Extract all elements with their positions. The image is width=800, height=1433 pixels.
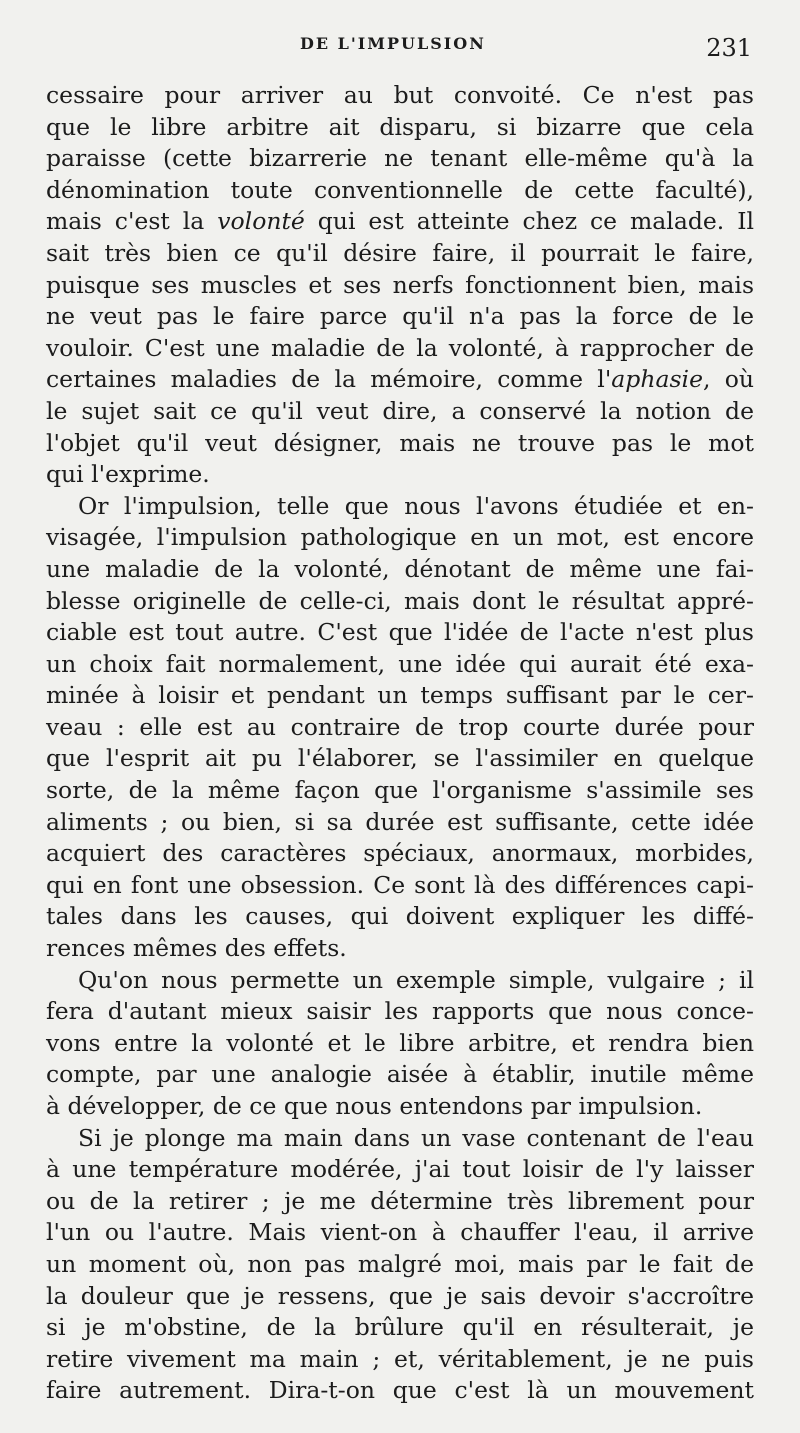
text-line [46,206,754,238]
text-line: veau : elle est au contraire de trop courte durée pour [46,712,754,741]
italic-word-aphasie: aphasie [611,365,703,394]
text-line: à développer, de ce que nous entendons par impulsion. [46,1092,703,1120]
text-line: le sujet sait ce qu'il veut dire, a conservé la notion de [46,396,754,425]
text-line: compte, par une analogie aisée à établir, inutile même [46,1060,754,1089]
text-line: que l'esprit ait pu l'élaborer, se l'assimiler en quelque [46,744,754,773]
text-segment: qui est atteinte chez ce malade. Il [304,207,754,236]
text-line: paraisse (cette bizarrerie ne tenant elle-même qu'à la [46,144,754,173]
text-line: si je m'obstine, de la brûlure qu'il en résulterait, je [46,1313,754,1342]
text-line: retire vivement ma main ; et, véritablement, je ne puis [46,1344,754,1373]
text-line: rences mêmes des effets. [46,934,347,963]
text-line: dénomination toute conventionnelle de cette faculté), [46,175,754,204]
text-line: la douleur que je ressens, que je sais devoir s'accroître [46,1281,754,1310]
text-line: sait très bien ce qu'il désire faire, il pourrait le faire, [46,238,754,267]
text-line [46,364,754,396]
text-line: l'un ou l'autre. Mais vient-on à chauffer l'eau, il arrive [46,1218,754,1247]
text-line: sorte, de la même façon que l'organisme s'assimile ses [46,776,754,805]
text-line: vouloir. C'est une maladie de la volonté, à rapprocher de [46,333,754,362]
italic-word-volonte: volonté [217,207,305,236]
text-line: un moment où, non pas malgré moi, mais par le fait de [46,1249,754,1278]
text-line: fera d'autant mieux saisir les rapports que nous conce- [46,997,754,1026]
text-line: qui en font une obsession. Ce sont là des différences capi- [46,870,754,899]
text-line: aliments ; ou bien, si sa durée est suffisante, cette idée [46,807,754,836]
text-line: l'objet qu'il veut désigner, mais ne trouve pas le mot [46,428,754,457]
page-number: 231 [706,34,752,62]
text-line: une maladie de la volonté, dénotant de même une fai- [46,554,754,583]
running-head: DE L'IMPULSION [300,34,486,53]
paragraph-start-line: Or l'impulsion, telle que nous l'avons étudiée et en- [78,491,754,520]
text-line: à une température modérée, j'ai tout loisir de l'y laisser [46,1155,754,1184]
text-line: ou de la retirer ; je me détermine très librement pour [46,1186,754,1215]
text-line: visagée, l'impulsion pathologique en un mot, est encore [46,523,754,552]
text-line: blesse originelle de celle-ci, mais dont le résultat appré- [46,586,754,615]
text-segment: mais c'est la [46,207,218,236]
text-line: faire autrement. Dira-t-on que c'est là un mouvement [46,1376,754,1405]
text-segment: certaines maladies de la mémoire, comme l' [46,365,612,394]
text-segment: , où [702,365,754,394]
body-text [46,80,754,1407]
text-line: cessaire pour arriver au but convoité. Ce n'est pas [46,81,754,109]
text-line: un choix fait normalement, une idée qui aurait été exa- [46,649,754,678]
text-line: ciable est tout autre. C'est que l'idée de l'acte n'est plus [46,618,754,647]
text-line: minée à loisir et pendant un temps suffisant par le cer- [46,681,754,710]
text-line: qui l'exprime. [46,460,210,489]
text-line: ne veut pas le faire parce qu'il n'a pas la force de le [46,302,754,331]
paragraph-start-line: Si je plonge ma main dans un vase contenant de l'eau [78,1123,754,1152]
text-line: acquiert des caractères spéciaux, anormaux, morbides, [46,839,754,868]
text-line: vons entre la volonté et le libre arbitre, et rendra bien [46,1028,754,1057]
text-line: tales dans les causes, qui doivent expliquer les diffé- [46,902,754,931]
text-line: que le libre arbitre ait disparu, si bizarre que cela [46,112,754,141]
text-line: puisque ses muscles et ses nerfs fonctionnent bien, mais [46,270,754,299]
paragraph-start-line: Qu'on nous permette un exemple simple, vulgaire ; il [78,965,754,994]
